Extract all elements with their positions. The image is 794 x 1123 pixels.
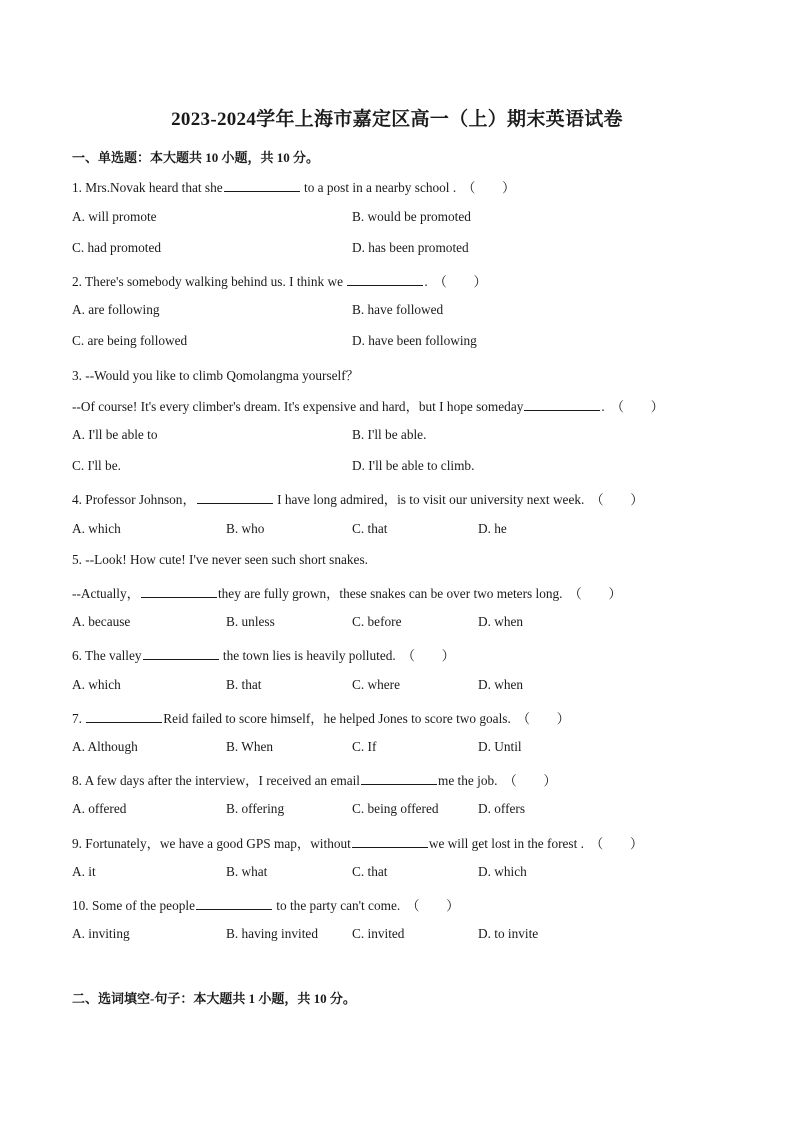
option-c: C. that	[352, 521, 388, 536]
answer-parentheses: （ ）	[568, 586, 622, 601]
option-a: A. are following	[72, 302, 160, 317]
option-a: A. which	[72, 521, 121, 536]
option-a: A. inviting	[72, 926, 130, 941]
question-stem-end: .	[424, 274, 428, 289]
exam-title: 2023-2024学年上海市嘉定区高一（上）期末英语试卷	[171, 109, 623, 130]
option-b: B. would be promoted	[352, 209, 471, 224]
answer-blank	[224, 179, 300, 192]
option-b: B. offering	[226, 801, 285, 816]
section-heading-single-choice: 一、单选题：本大题共 10 小题，共 10 分。	[72, 150, 320, 165]
question-stem: 10. Some of the people	[72, 898, 195, 913]
question-stem: 1. Mrs.Novak heard that she	[72, 180, 223, 195]
option-d: D. when	[478, 614, 524, 629]
option-d: D. has been promoted	[352, 240, 469, 255]
question-stem-end: me the job.	[437, 773, 498, 788]
answer-blank	[141, 585, 217, 598]
question-7	[72, 708, 570, 727]
option-b: B. I'll be able.	[352, 427, 427, 442]
answer-parentheses: （ ）	[462, 180, 516, 195]
question-10	[72, 895, 459, 914]
option-d: D. have been following	[352, 333, 477, 348]
answer-parentheses: （ ）	[503, 773, 557, 788]
option-d: D. I'll be able to climb.	[352, 458, 475, 473]
question-stem-end: to a post in a nearby school .	[300, 180, 457, 195]
answer-blank	[196, 897, 272, 910]
answer-parentheses: （ ）	[406, 898, 460, 913]
question-8	[72, 770, 557, 789]
option-d: D. he	[478, 521, 507, 536]
answer-blank	[197, 491, 273, 504]
option-b: B. When	[226, 739, 274, 754]
answer-parentheses: （ ）	[401, 648, 455, 663]
option-c: C. are being followed	[72, 333, 188, 348]
option-c: C. where	[352, 677, 400, 692]
question-stem: 8. A few days after the interview，I received an email	[72, 773, 360, 788]
answer-parentheses: （ ）	[433, 274, 487, 289]
option-c: C. had promoted	[72, 240, 162, 255]
question-stem: --Actually，	[72, 586, 140, 601]
option-c: C. I'll be.	[72, 458, 121, 473]
question-9	[72, 833, 643, 852]
option-c: C. If	[352, 739, 377, 754]
option-d: D. to invite	[478, 926, 539, 941]
option-a: A. because	[72, 614, 131, 629]
option-b: B. unless	[226, 614, 275, 629]
answer-parentheses: （ ）	[610, 399, 664, 414]
option-b: B. having invited	[226, 926, 318, 941]
question-1	[72, 177, 515, 196]
option-b: B. that	[226, 677, 262, 692]
option-a: A. which	[72, 677, 121, 692]
option-d: D. when	[478, 677, 524, 692]
question-stem: 4. Professor Johnson，	[72, 492, 196, 507]
answer-blank	[143, 647, 219, 660]
answer-blank	[86, 710, 162, 723]
answer-blank	[347, 273, 423, 286]
answer-blank	[361, 772, 437, 785]
option-a: A. offered	[72, 801, 127, 816]
option-d: D. offers	[478, 801, 526, 816]
option-c: C. being offered	[352, 801, 439, 816]
option-b: B. who	[226, 521, 265, 536]
question-stem-end: to the party can't come.	[272, 898, 401, 913]
option-c: C. before	[352, 614, 402, 629]
question-3-prompt: 3. --Would you like to climb Qomolangma yourself？	[72, 368, 359, 383]
question-6	[72, 645, 455, 664]
section-heading-word-fill: 二、选词填空-句子：本大题共 1 小题，共 10 分。	[72, 991, 356, 1006]
question-stem-end: Reid failed to score himself，he helped Jones to score two goals.	[163, 711, 511, 726]
option-d: D. Until	[478, 739, 522, 754]
option-d: D. which	[478, 864, 527, 879]
answer-parentheses: （ ）	[516, 711, 570, 726]
option-a: A. will promote	[72, 209, 157, 224]
question-stem: 9. Fortunately，we have a good GPS map，without	[72, 836, 351, 851]
option-a: A. I'll be able to	[72, 427, 158, 442]
question-stem-end: they are fully grown，these snakes can be over two meters long.	[217, 586, 563, 601]
question-3	[72, 396, 664, 415]
question-stem-end: .	[601, 399, 605, 414]
question-stem-end: the town lies is heavily polluted.	[219, 648, 396, 663]
answer-parentheses: （ ）	[589, 836, 644, 851]
question-5-prompt: 5. --Look! How cute! I've never seen such short snakes.	[72, 552, 368, 567]
question-stem: --Of course! It's every climber's dream. It's expensive and hard，but I hope someday	[72, 399, 524, 414]
option-c: C. that	[352, 864, 388, 879]
option-a: A. it	[72, 864, 96, 879]
question-stem: 2. There's somebody walking behind us. I think we	[72, 274, 347, 289]
question-2	[72, 271, 487, 290]
option-a: A. Although	[72, 739, 138, 754]
question-4	[72, 489, 644, 508]
question-5	[72, 583, 622, 602]
question-stem: 7.	[72, 711, 86, 726]
answer-blank	[352, 835, 428, 848]
option-c: C. invited	[352, 926, 405, 941]
option-b: B. have followed	[352, 302, 444, 317]
question-stem-end: I have long admired，is to visit our university next week.	[273, 492, 585, 507]
question-stem-end: we will get lost in the forest .	[428, 836, 584, 851]
answer-blank	[524, 398, 600, 411]
question-stem: 6. The valley	[72, 648, 142, 663]
answer-parentheses: （ ）	[590, 492, 644, 507]
option-b: B. what	[226, 864, 268, 879]
